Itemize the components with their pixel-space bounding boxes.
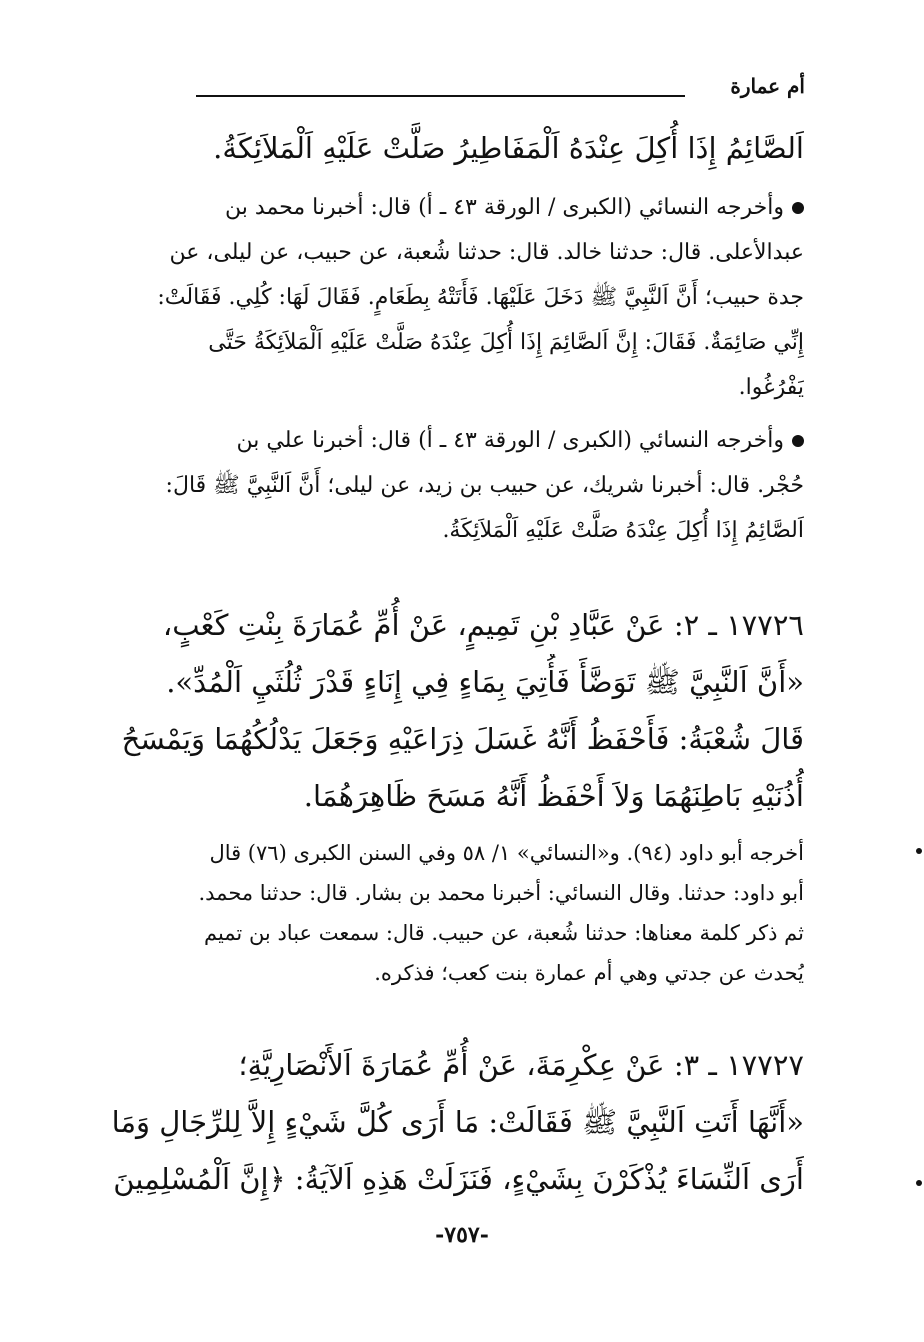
text-line: اَلصَّائِمُ إِذَا أُكِلَ عِنْدَهُ اَلْمَفَاطِيرُ صَلَّتْ عَلَيْهِ اَلْمَلاَئِكَةُ. xyxy=(213,131,804,165)
text-line: إِنِّي صَائِمَةٌ. فَقَالَ: إِنَّ اَلصَّائِمَ إِذَا أُكِلَ عِنْدَهُ صَلَّتْ عَلَيْهِ اَلْمَلاَئِكَةُ حَتَّى xyxy=(208,330,804,355)
text-line: عبدالأعلى. قال: حدثنا خالد. قال: حدثنا شُعبة، عن حبيب، عن ليلى، عن xyxy=(169,240,804,265)
text-line: أبو داود: حدثنا. وقال النسائي: أخبرنا محمد بن بشار. قال: حدثنا محمد. xyxy=(198,881,804,905)
bullet-icon xyxy=(792,435,804,447)
text-line: «أَنَّ اَلنَّبِيَّ ﷺ تَوَضَّأَ فَأُتِيَ بِمَاءٍ فِي إِنَاءٍ قَدْرَ ثُلُثَيِ اَلْمُدِّ». xyxy=(166,665,804,699)
text-line: جدة حبيب؛ أَنَّ اَلنَّبِيَّ ﷺ دَخَلَ عَلَيْهَا. فَأَتَتْهُ بِطَعَامٍ. فَقَالَ لَهَا: كُلِي. فَقَالَتْ: xyxy=(157,285,804,310)
text-line: «أَنَّهَا أَتَتِ اَلنَّبِيَّ ﷺ فَقَالَتْ: مَا أَرَى كُلَّ شَيْءٍ إِلاَّ لِلرِّجَالِ وَمَا xyxy=(111,1105,804,1139)
text-line: أُذُنَيْهِ بَاطِنَهُمَا وَلاَ أَحْفَظُ أَنَّهُ مَسَحَ ظَاهِرَهُمَا. xyxy=(303,779,804,813)
header-rule xyxy=(196,95,685,97)
hadith-heading: ١٧٧٢٦ ـ ٢: عَنْ عَبَّادِ بْنِ تَمِيمٍ، عَنْ أُمِّ عُمَارَةَ بِنْتِ كَعْبٍ، xyxy=(162,608,804,642)
bullet-icon xyxy=(792,202,804,214)
running-header xyxy=(100,70,805,110)
page-body xyxy=(100,120,804,1208)
text-line: يُحدث عن جدتي وهي أم عمارة بنت كعب؛ فذكره. xyxy=(374,961,804,985)
text-line: يَفْرُغُوا. xyxy=(738,375,804,400)
text-line: وأخرجه النسائي (الكبرى / الورقة ٤٣ ـ أ) قال: أخبرنا محمد بن xyxy=(100,185,804,230)
text-line: أخرجه أبو داود (٩٤). و«النسائي» ١/ ٥٨ وفي السنن الكبرى (٧٦) قال xyxy=(209,841,804,865)
text-line: اَلصَّائِمُ إِذَا أُكِلَ عِنْدَهُ صَلَّتْ عَلَيْهِ اَلْمَلاَئِكَةُ. xyxy=(442,518,804,543)
text-line: حُجْر. قال: أخبرنا شريك، عن حبيب بن زيد، عن ليلى؛ أَنَّ اَلنَّبِيَّ ﷺ قَالَ: xyxy=(165,473,804,498)
page-number: -٧٥٧- xyxy=(435,1222,489,1248)
text-line: ثم ذكر كلمة معناها: حدثنا شُعبة، عن حبيب. قال: سمعت عباد بن تميم xyxy=(203,921,804,945)
text-line: أَرَى اَلنِّسَاءَ يُذْكَرْنَ بِشَيْءٍ، فَنَزَلَتْ هَذِهِ اَلآيَةُ: ﴿إِنَّ اَلْمُسْلِمِينَ xyxy=(113,1162,804,1196)
hadith-heading: ١٧٧٢٧ ـ ٣: عَنْ عِكْرِمَةَ، عَنْ أُمِّ عُمَارَةَ اَلأَنْصَارِيَّةِ؛ xyxy=(238,1048,804,1082)
scan-mark xyxy=(916,1180,922,1186)
chapter-title: أم عمارة xyxy=(730,74,805,98)
text-line: قَالَ شُعْبَةُ: فَأَحْفَظُ أَنَّهُ غَسَلَ ذِرَاعَيْهِ وَجَعَلَ يَدْلُكُهُمَا وَيَمْسَحُ xyxy=(121,722,804,756)
text-line: وأخرجه النسائي (الكبرى / الورقة ٤٣ ـ أ) قال: أخبرنا علي بن xyxy=(100,418,804,463)
scan-mark xyxy=(916,848,922,854)
